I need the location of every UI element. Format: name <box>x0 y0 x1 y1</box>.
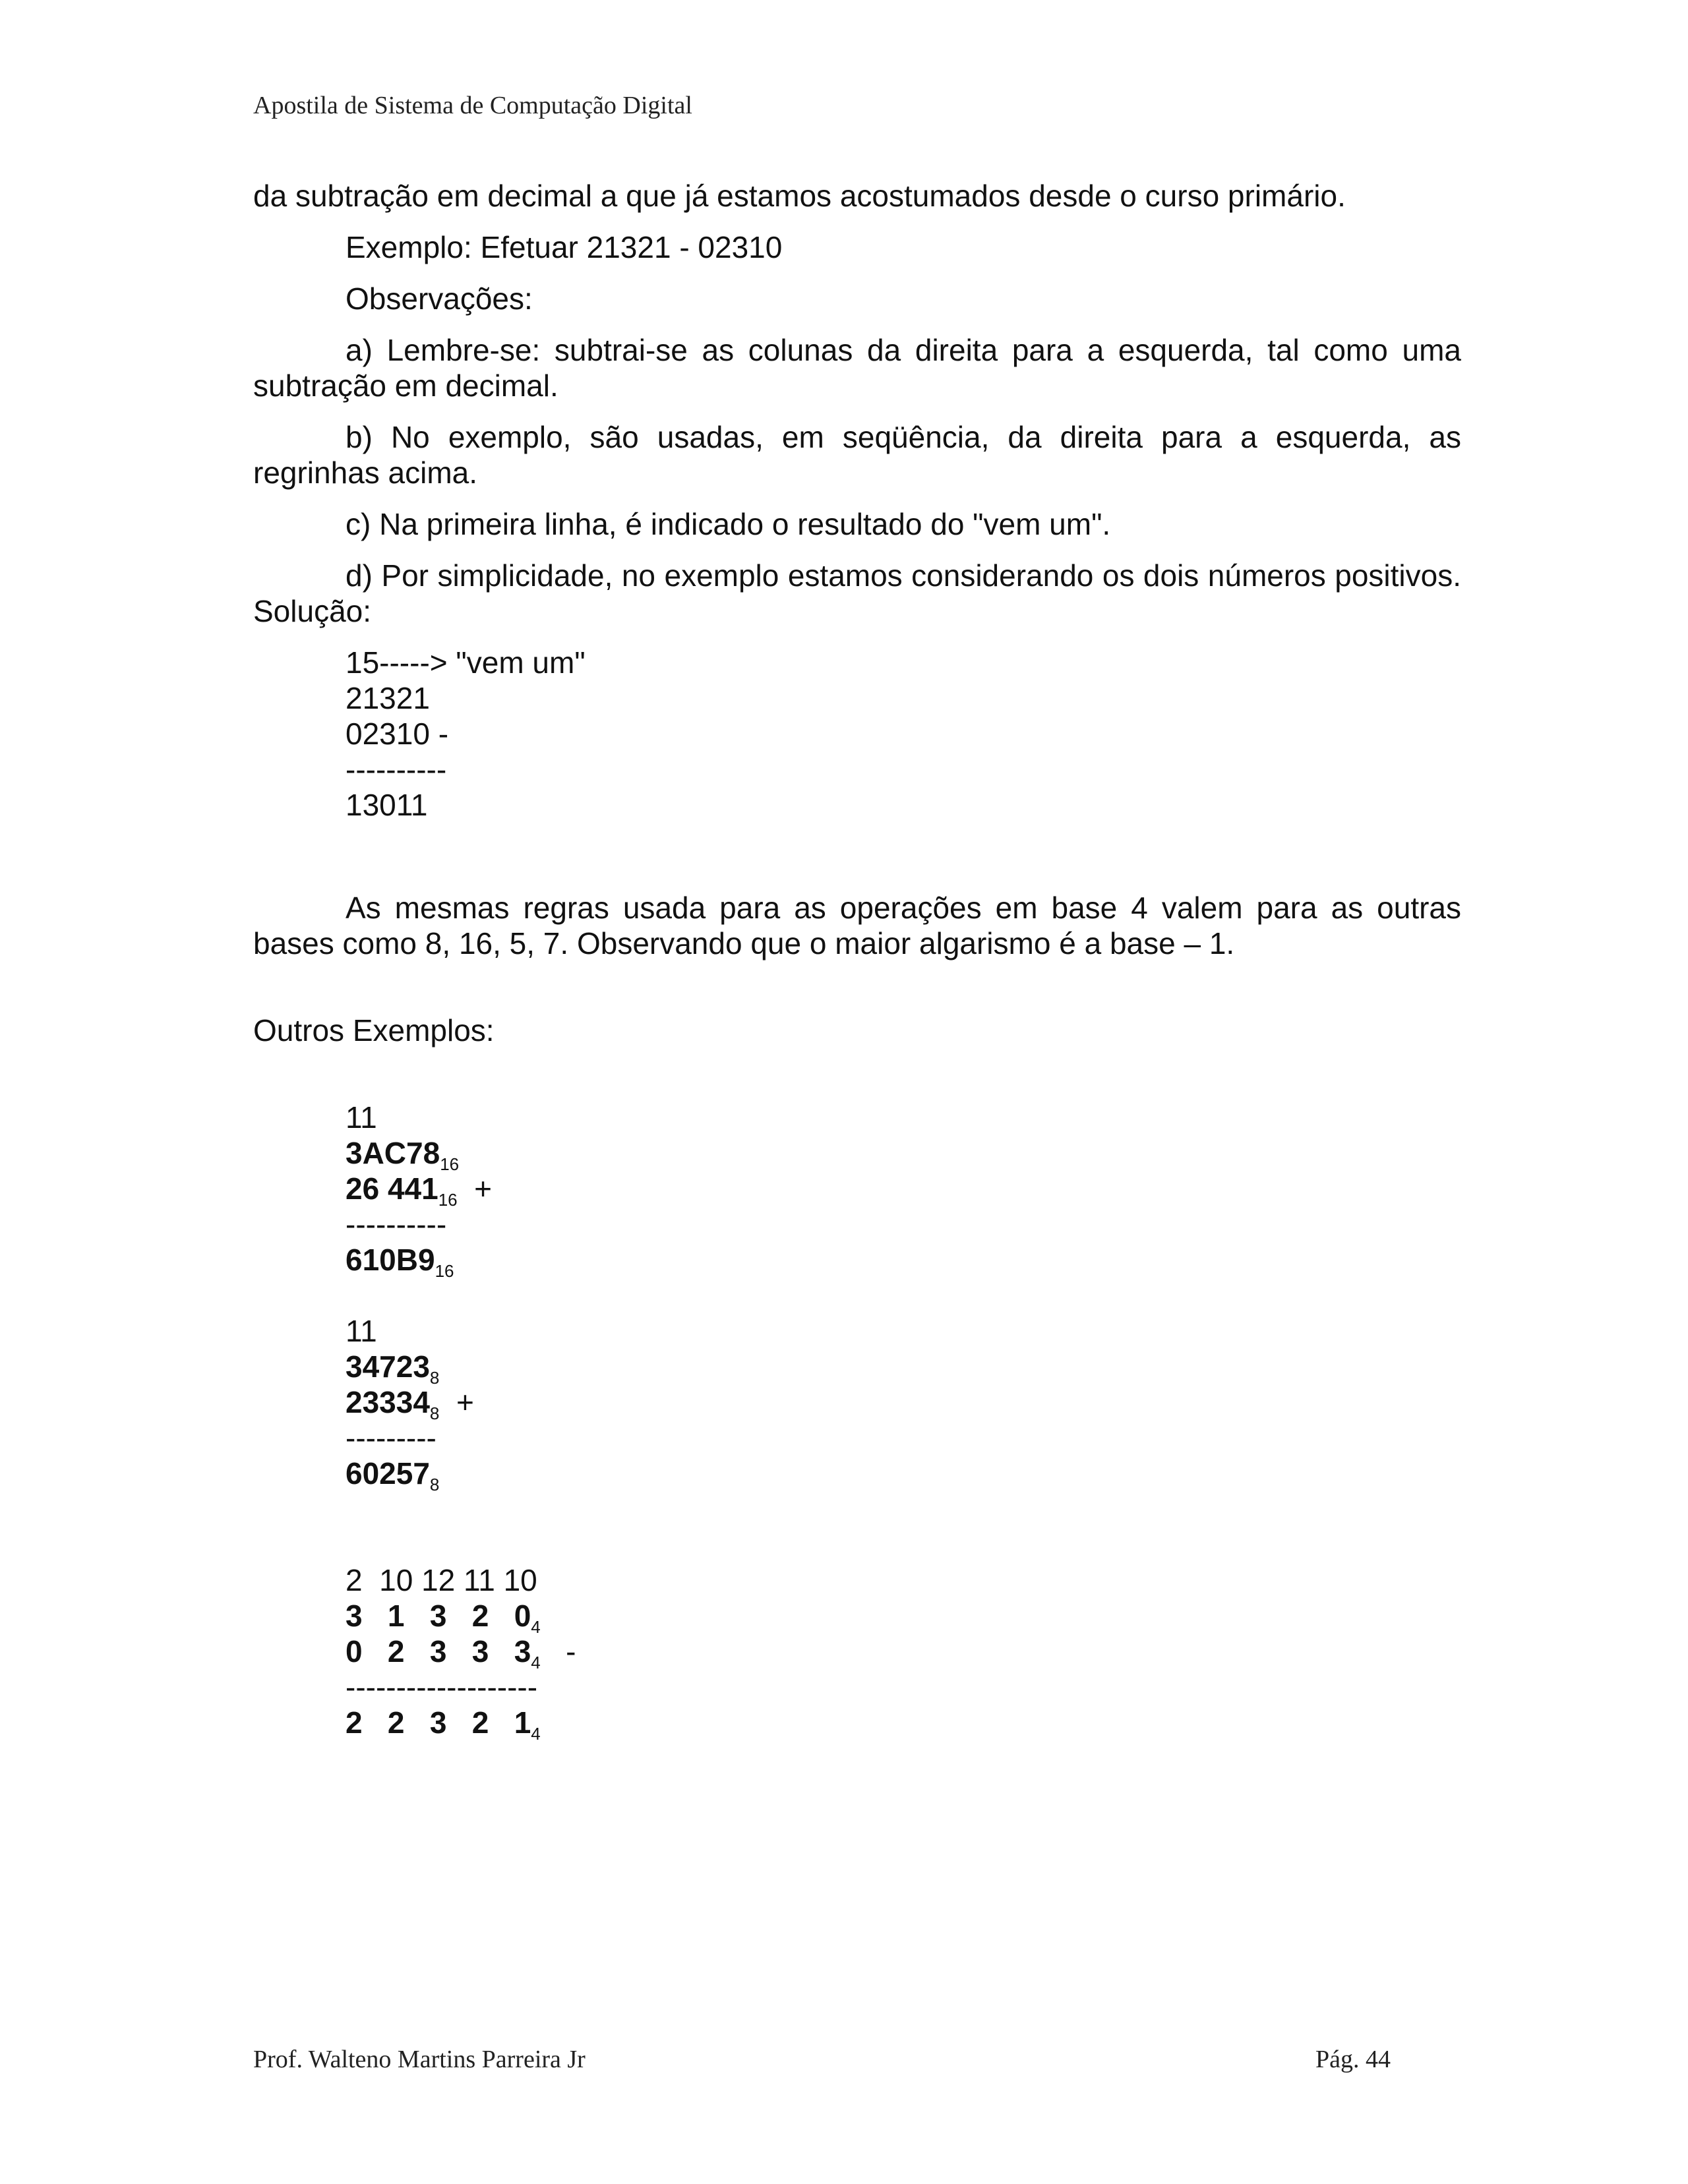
example-hex-addition <box>253 1100 1461 1281</box>
page-content <box>253 178 1461 1744</box>
solution-rule: ---------- <box>346 752 447 786</box>
base4-subtrahend: 0 2 3 3 $3_4$ - <box>346 1634 576 1672</box>
observation-b: b) No exemplo, são usadas, em seqüência, da direita para a esquerda, as regrinhas acima. <box>253 420 1461 490</box>
hex-result: $610B9_{16}$ <box>346 1243 454 1281</box>
octal-addend-2: $23334_8$ + <box>346 1385 474 1423</box>
other-examples-heading: Outros Exemplos: <box>253 1013 495 1048</box>
subtraction-solution <box>253 645 1461 823</box>
octal-carry: 11 <box>346 1314 377 1348</box>
example-octal-addition <box>253 1313 1461 1494</box>
base4-result: 2 2 3 2 $1_4$ <box>346 1705 541 1744</box>
octal-addend-1: $34723_8$ <box>346 1349 440 1388</box>
hex-rule: ---------- <box>346 1207 447 1241</box>
base4-rule: ------------------- <box>346 1670 538 1704</box>
running-header: Apostila de Sistema de Computação Digital <box>253 92 692 119</box>
observations-heading: Observações: <box>346 281 533 316</box>
footer-page-number: Pág. 44 <box>1315 2046 1391 2073</box>
solution-subtrahend: 02310 - <box>346 717 449 751</box>
footer-author: Prof. Walteno Martins Parreira Jr <box>253 2046 586 2073</box>
octal-rule: --------- <box>346 1421 437 1455</box>
hex-addend-1: $3AC78_{16}$ <box>346 1136 460 1174</box>
example-heading: Exemplo: Efetuar 21321 - 02310 <box>346 230 783 264</box>
solution-carry-line: 15-----> "vem um" <box>346 645 586 680</box>
example-base4-subtraction <box>253 1562 1461 1744</box>
solution-minuend: 21321 <box>346 681 430 715</box>
rules-paragraph: As mesmas regras usada para as operações em base 4 valem para as outras bases como 8, 16, 5, 7. Observando que o maior algarismo é a base – 1. <box>253 891 1461 960</box>
base4-minuend: 3 1 3 2 $0_4$ <box>346 1599 541 1637</box>
paragraph-intro: da subtração em decimal a que já estamos acostumados desde o curso primário. <box>253 179 1346 213</box>
hex-carry: 11 <box>346 1100 377 1135</box>
observation-a: a) Lembre-se: subtrai-se as colunas da direita para a esquerda, tal como uma subtração em decimal. <box>253 333 1461 403</box>
observation-d: d) Por simplicidade, no exemplo estamos considerando os dois números positivos. Solução: <box>253 558 1461 628</box>
solution-result: 13011 <box>346 788 428 822</box>
observation-c: c) Na primeira linha, é indicado o resultado do "vem um". <box>346 507 1111 541</box>
base4-borrow: 2 10 12 11 10 <box>346 1563 537 1597</box>
hex-addend-2: 26 $441_{16}$ + <box>346 1171 493 1210</box>
octal-result: $60257_8$ <box>346 1456 440 1494</box>
